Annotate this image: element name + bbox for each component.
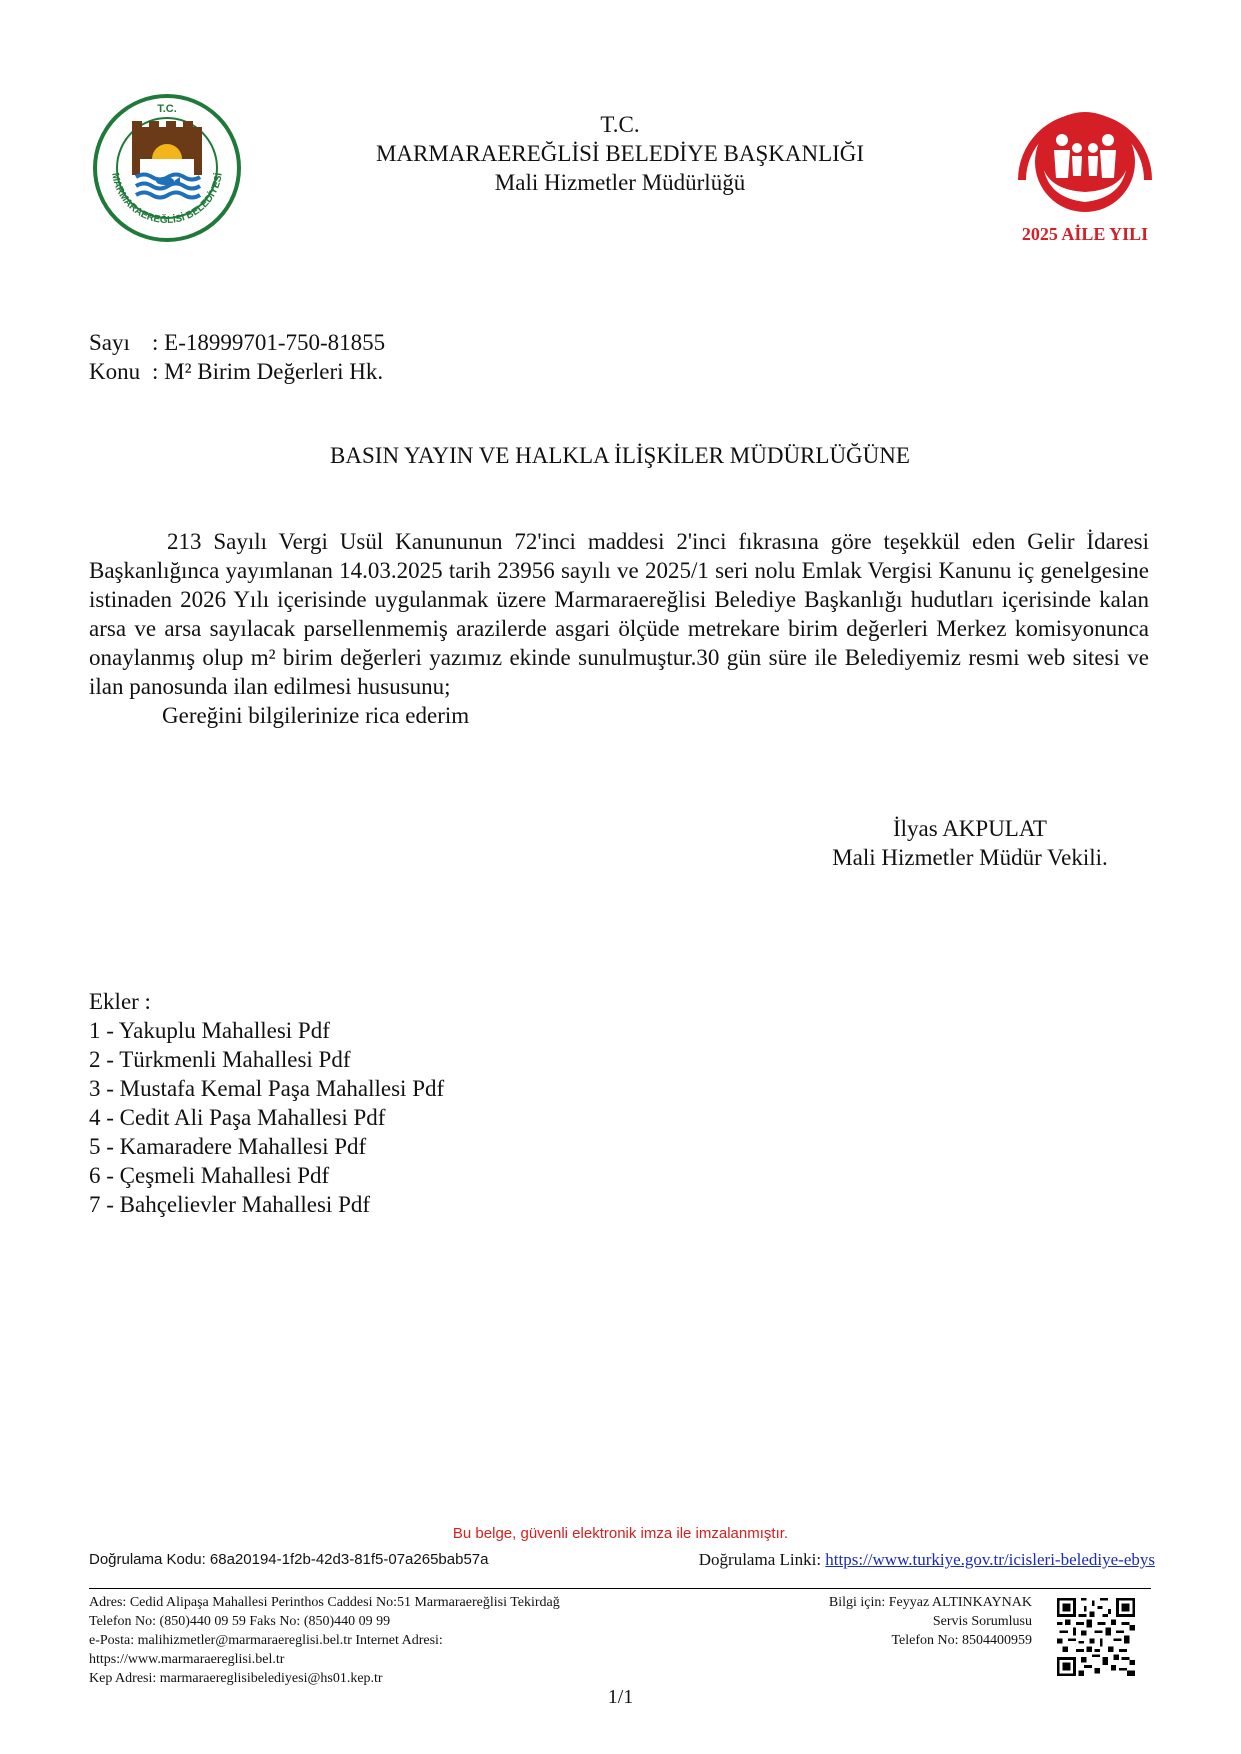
body-paragraph-2: Gereğini bilgilerinize rica ederim — [162, 703, 470, 728]
konu-row — [89, 357, 385, 386]
attachment-item[interactable]: 2 - Türkmenli Mahallesi Pdf — [89, 1047, 351, 1072]
konu-value: : M² Birim Değerleri Hk. — [152, 359, 384, 384]
info-contact-phone: Telefon No: 8504400959 — [891, 1633, 1032, 1648]
header-line-municipality: MARMARAEREĞLİSİ BELEDİYE BAŞKANLIĞI — [375, 141, 865, 166]
attachments — [89, 987, 444, 1219]
signatory-name: İlyas AKPULAT — [893, 816, 1047, 841]
attachments-list — [89, 1016, 444, 1219]
footer-divider — [89, 1588, 1151, 1589]
attachment-item[interactable]: 6 - Çeşmeli Mahallesi Pdf — [89, 1163, 330, 1188]
attachment-item[interactable]: 4 - Cedit Ali Paşa Mahallesi Pdf — [89, 1105, 386, 1130]
footer-info-contact — [720, 1593, 1032, 1650]
verification-link[interactable]: https://www.turkiye.gov.tr/icisleri-belediye-ebys — [825, 1550, 1155, 1569]
footer-kep: Kep Adresi: marmaraereglisibelediyesi@hs01.kep.tr — [89, 1671, 383, 1686]
info-contact-name: Bilgi için: Feyyaz ALTINKAYNAK — [828, 1595, 1032, 1610]
sayi-label: Sayı — [89, 330, 130, 355]
attachment-item[interactable]: 3 - Mustafa Kemal Paşa Mahallesi Pdf — [89, 1076, 445, 1101]
verification-code: Doğrulama Kodu: 68a20194-1f2b-42d3-81f5-07a265bab57a — [89, 1551, 489, 1568]
verification-link-row — [699, 1550, 1155, 1570]
footer-phone: Telefon No: (850)440 09 59 Faks No: (850)440 09 99 — [89, 1614, 391, 1629]
verification-link-label: Doğrulama Linki: — [698, 1550, 822, 1569]
header-line-department: Mali Hizmetler Müdürlüğü — [494, 170, 746, 195]
attachment-item[interactable]: 7 - Bahçelievler Mahallesi Pdf — [89, 1192, 371, 1217]
seal-ring-text: MARMARAEREĞLİSİ BELEDİYESİ — [109, 171, 225, 227]
family-year-logo — [1010, 90, 1160, 245]
footer-website: https://www.marmaraereglisi.bel.tr — [89, 1652, 285, 1667]
document-meta — [89, 328, 385, 386]
sayi-value: : E-18999701-750-81855 — [152, 330, 386, 355]
page-number: 1/1 — [607, 1686, 634, 1708]
letterhead — [300, 110, 940, 197]
footer-contact — [89, 1593, 679, 1688]
konu-label: Konu — [89, 359, 141, 384]
info-contact-role: Servis Sorumlusu — [932, 1614, 1032, 1629]
municipality-seal-logo — [92, 93, 242, 243]
footer-email: e-Posta: malihizmetler@marmaraereglisi.bel.tr Internet Adresi: — [89, 1633, 443, 1648]
signature-block — [780, 814, 1160, 872]
qr-code-icon — [1057, 1598, 1135, 1676]
family-year-caption: 2025 AİLE YILI — [1021, 224, 1149, 244]
attachment-item[interactable]: 5 - Kamaradere Mahallesi Pdf — [89, 1134, 367, 1159]
footer-address: Adres: Cedid Alipaşa Mahallesi Perinthos Caddesi No:51 Marmaraereğlisi Tekirdağ — [89, 1595, 560, 1610]
sayi-row — [89, 328, 385, 357]
header-line-tc: T.C. — [600, 112, 640, 137]
signatory-title: Mali Hizmetler Müdür Vekili. — [832, 845, 1108, 870]
seal-top-text: T.C. — [157, 103, 177, 115]
attachments-label: Ekler : — [89, 989, 151, 1014]
body-paragraph-1: 213 Sayılı Vergi Usül Kanununun 72'inci maddesi 2'inci fıkrasına göre teşekkül eden Gelir İdaresi Başkanlığınca yayımlanan 14.03.2025 tarih 23956 sayılı ve 2025/1 seri nolu Emlak Vergisi Kanunu iç genelgesine istinaden 2026 Yılı içerisinde uygulanmak üzere Marmaraereğlisi Belediye Başkanlığı hudutları içerisinde kalan arsa ve arsa sayılacak parsellenmemiş arazilerde asgari ölçüde metrekare birim değerleri Merkez komisyonunca onaylanmış olup m² birim değerleri yazımız ekinde sunulmuştur.30 gün süre ile Belediyemiz resmi web sitesi ve ilan panosunda ilan edilmesi hususunu; — [89, 529, 1149, 699]
attachment-item[interactable]: 1 - Yakuplu Mahallesi Pdf — [89, 1018, 330, 1043]
addressee: BASIN YAYIN VE HALKLA İLİŞKİLER MÜDÜRLÜĞÜNE — [330, 443, 910, 468]
esign-note: Bu belge, güvenli elektronik imza ile imzalanmıştır. — [452, 1525, 789, 1542]
letter-body — [89, 527, 1149, 730]
